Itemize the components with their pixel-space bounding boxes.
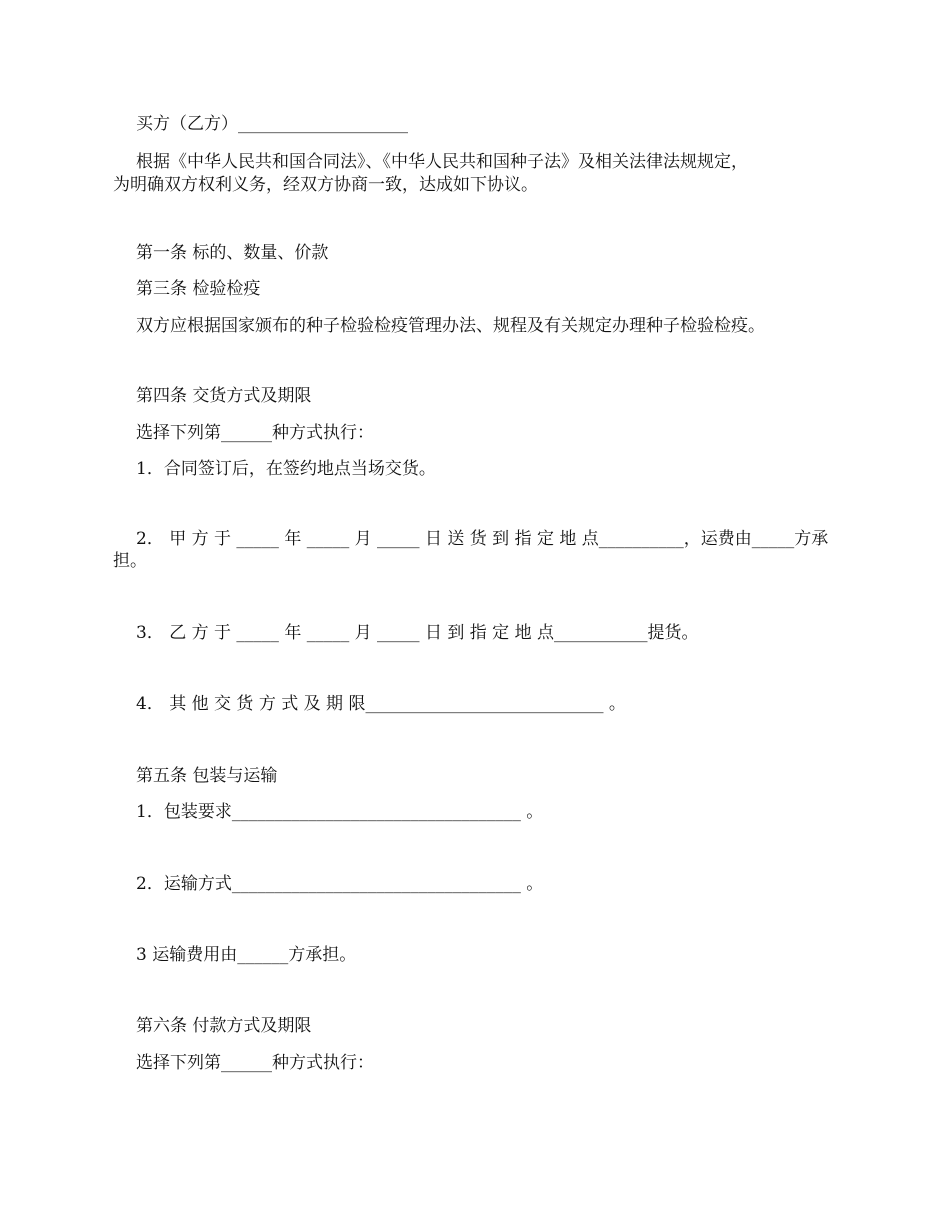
article-4-item-2-line-2: 担。	[113, 551, 147, 571]
article-6-title: 第六条 付款方式及期限	[136, 1016, 312, 1036]
article-5-title: 第五条 包装与运输	[136, 766, 278, 786]
buyer-line: 买方（乙方）____________________	[136, 114, 408, 134]
article-5-item-3: 3 运输费用由______方承担。	[136, 945, 357, 965]
article-5-item-2: 2．运输方式__________________________________ 。	[136, 874, 544, 894]
article-4-title: 第四条 交货方式及期限	[136, 386, 312, 406]
article-6-choose: 选择下列第______种方式执行：	[136, 1053, 374, 1073]
article-4-item-2-line-1: 2． 甲 方 于 _____ 年 _____ 月 _____ 日 送 货 到 指 定 地 点__________，运费由_____方承	[136, 529, 829, 549]
article-4-item-1: 1．合同签订后，在签约地点当场交货。	[136, 459, 436, 479]
article-4-item-3: 3． 乙 方 于 _____ 年 _____ 月 _____ 日 到 指 定 地 点___________提货。	[136, 623, 699, 643]
article-5-item-1: 1．包装要求__________________________________ 。	[136, 802, 544, 822]
preamble-line-1: 根据《中华人民共和国合同法》、《中华人民共和国种子法》及相关法律法规规定，	[136, 152, 748, 172]
article-4-choose: 选择下列第______种方式执行：	[136, 423, 374, 443]
article-3-body: 双方应根据国家颁布的种子检验检疫管理办法、规程及有关规定办理种子检验检疫。	[136, 316, 765, 336]
preamble-line-2: 为明确双方权利义务，经双方协商一致，达成如下协议。	[113, 175, 538, 195]
article-4-item-4: 4． 其 他 交 货 方 式 及 期 限____________________________ 。	[136, 694, 626, 714]
article-1-title: 第一条 标的、数量、价款	[136, 243, 329, 263]
article-3-title: 第三条 检验检疫	[136, 279, 261, 299]
